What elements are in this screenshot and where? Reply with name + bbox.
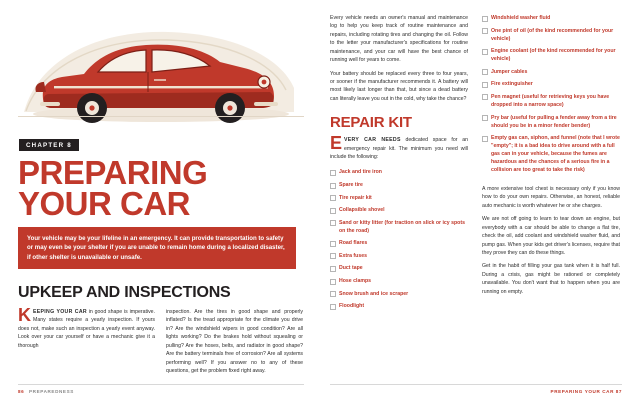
- retro-car-illustration: [18, 16, 304, 134]
- dropcap-k: K: [18, 305, 31, 325]
- dropcap-e: E: [330, 133, 343, 154]
- right-column-2-para-3: Get in the habit of filling your gas tank when it is half full. During a crisis, gas might be rationed or completely unavailable. You don't want that to happen when you are running on empty.: [482, 263, 620, 295]
- list-item[interactable]: [330, 181, 468, 189]
- list-item-label: Tire repair kit: [339, 194, 372, 201]
- list-item-label: One pint of oil (of the kind recommended for your vehicle): [491, 27, 614, 42]
- right-column-1: [330, 14, 468, 315]
- right-page: [320, 0, 640, 402]
- section-heading-repair-kit: REPAIR KIT: [330, 114, 412, 132]
- repair-kit-checklist-a: [330, 168, 468, 310]
- footer-label-right: PREPARING YOUR CAR: [550, 389, 614, 394]
- left-column-1: [18, 305, 155, 380]
- footer-rule-left: [18, 384, 304, 385]
- left-column-2: [166, 308, 303, 380]
- lead-in-text: EEPING YOUR CAR: [33, 309, 87, 315]
- list-item-label: Engine coolant (of the kind recommended for your vehicle): [491, 48, 616, 63]
- repair-lead-in: VERY CAR NEEDS: [344, 137, 401, 144]
- left-body-columns: [18, 305, 304, 380]
- right-column-2-para-2: We are not off going to learn to tear down an engine, but everybody with a car should be able to change a flat tire, check the oil, add coolant and windshield washer fluid, and pump gas. When your kids get driver's licenses, require that they prove they can do these things.: [482, 216, 620, 256]
- right-column-2: [482, 14, 620, 315]
- list-item[interactable]: [330, 168, 468, 176]
- footer-rule-right: [330, 384, 622, 385]
- footer-page-number-right: 87: [615, 389, 622, 394]
- right-column-1-para-1: Every vehicle needs an owner's manual and maintenance log to help you keep track of routine maintenance and repairs, including rotating tires and changing the oil. Follow to the letter your manufacturer's specifications for routine maintenance, and your car will have the best chance of running well for years to come.: [330, 15, 468, 64]
- list-item[interactable]: [330, 302, 468, 310]
- list-item-label: Collapsible shovel: [339, 207, 385, 214]
- section-heading-upkeep: UPKEEP AND INSPECTIONS: [18, 284, 231, 301]
- list-item[interactable]: [482, 68, 620, 76]
- list-item[interactable]: [330, 219, 468, 235]
- chapter-tag: CHAPTER 8: [19, 139, 79, 151]
- list-item[interactable]: [330, 252, 468, 260]
- list-item-label: Sand or kitty litter (for traction on slick or icy spots on the road): [339, 219, 465, 234]
- list-item-label: Extra fuses: [339, 252, 367, 259]
- right-column-1-para-2: Your battery should be replaced every three to four years, or sooner if the manufacturer recommends it. A battery will most likely last longer than that, but since a dead battery can literally leave you out in the cold, why take the chance?: [330, 70, 468, 102]
- list-item[interactable]: [330, 239, 468, 247]
- list-item[interactable]: [330, 290, 468, 298]
- list-item[interactable]: [482, 93, 620, 109]
- list-item-label: Pry bar (useful for pulling a fender away from a tire should you be in a minor fender bender): [491, 114, 617, 129]
- list-item[interactable]: [482, 47, 620, 63]
- footer-label-left: PREPAREDNESS: [29, 389, 74, 394]
- list-item-label: Spare tire: [339, 182, 363, 189]
- list-item-label: Windshield washer fluid: [491, 15, 551, 21]
- repair-intro-text: dedicated space for an emergency repair kit. The minimum you need will include the following:: [330, 137, 468, 161]
- list-item-label: Hose clamps: [339, 278, 372, 285]
- list-item-label: Empty gas can, siphon, and funnel (note that I wrote "empty"; it is a bad idea to drive around with a full gas can in your vehicle, because the fumes are hazardous and the chances of a serious fire in a collision are too great to take the risk): [491, 135, 620, 174]
- list-item-label: Jack and tire iron: [339, 169, 382, 176]
- left-column-2-text: inspection. Are the tires in good shape and properly inflated? Is the tread appropriate for the climate you drive in? Are the windshield wipers in good condition? Are all lights working? Do the brakes hold without squealing or pulling? Are the hoses, belts, and radiator in good shape? Are the battery terminals free of corrosion? Are all systems performing well? If you answer no to any of these questions, get the problem fixed right away.: [166, 309, 303, 374]
- right-body-columns: [330, 14, 622, 315]
- repair-kit-checklist-b: [482, 14, 620, 175]
- footer-page-number-left: 86: [18, 389, 25, 394]
- list-item[interactable]: [482, 27, 620, 43]
- list-item-label: Snow brush and ice scraper: [339, 290, 409, 297]
- list-item-label: Jumper cables: [491, 68, 528, 75]
- list-item-label: Pen magnet (useful for retrieving keys you have dropped into a narrow space): [491, 93, 610, 108]
- list-item-label: Duct tape: [339, 265, 363, 272]
- list-item[interactable]: [482, 134, 620, 174]
- list-item[interactable]: [330, 264, 468, 272]
- list-item-label: Fire extinguisher: [491, 81, 533, 88]
- list-item[interactable]: [330, 277, 468, 285]
- list-item-label: Road flares: [339, 240, 368, 247]
- list-item[interactable]: [482, 114, 620, 130]
- list-item[interactable]: [330, 194, 468, 202]
- page-title: PREPARING YOUR CAR: [18, 154, 208, 223]
- list-item[interactable]: [330, 206, 468, 214]
- list-item-label: Floodlight: [339, 303, 365, 310]
- list-item[interactable]: [482, 14, 620, 22]
- right-column-2-para-1: A more extensive tool chest is necessary only if you know how to do your own repairs. Otherwise, an honest, reliable auto mechanic is worth whatever he or she charges.: [482, 186, 620, 209]
- list-item[interactable]: [482, 80, 620, 88]
- chapter-deck: Your vehicle may be your lifeline in an emergency. It can provide transportation to safety or may even be your shelter if you are unable to remain home during a localized disaster, if other shelter is unavailable or unsafe.: [18, 227, 296, 269]
- left-column-1-text: in good shape is imperative. Many states require a yearly inspection. If yours does not, make such an inspection a yearly event anyway. Look over your car yourself or have a mechanic give it a thorough: [18, 309, 155, 349]
